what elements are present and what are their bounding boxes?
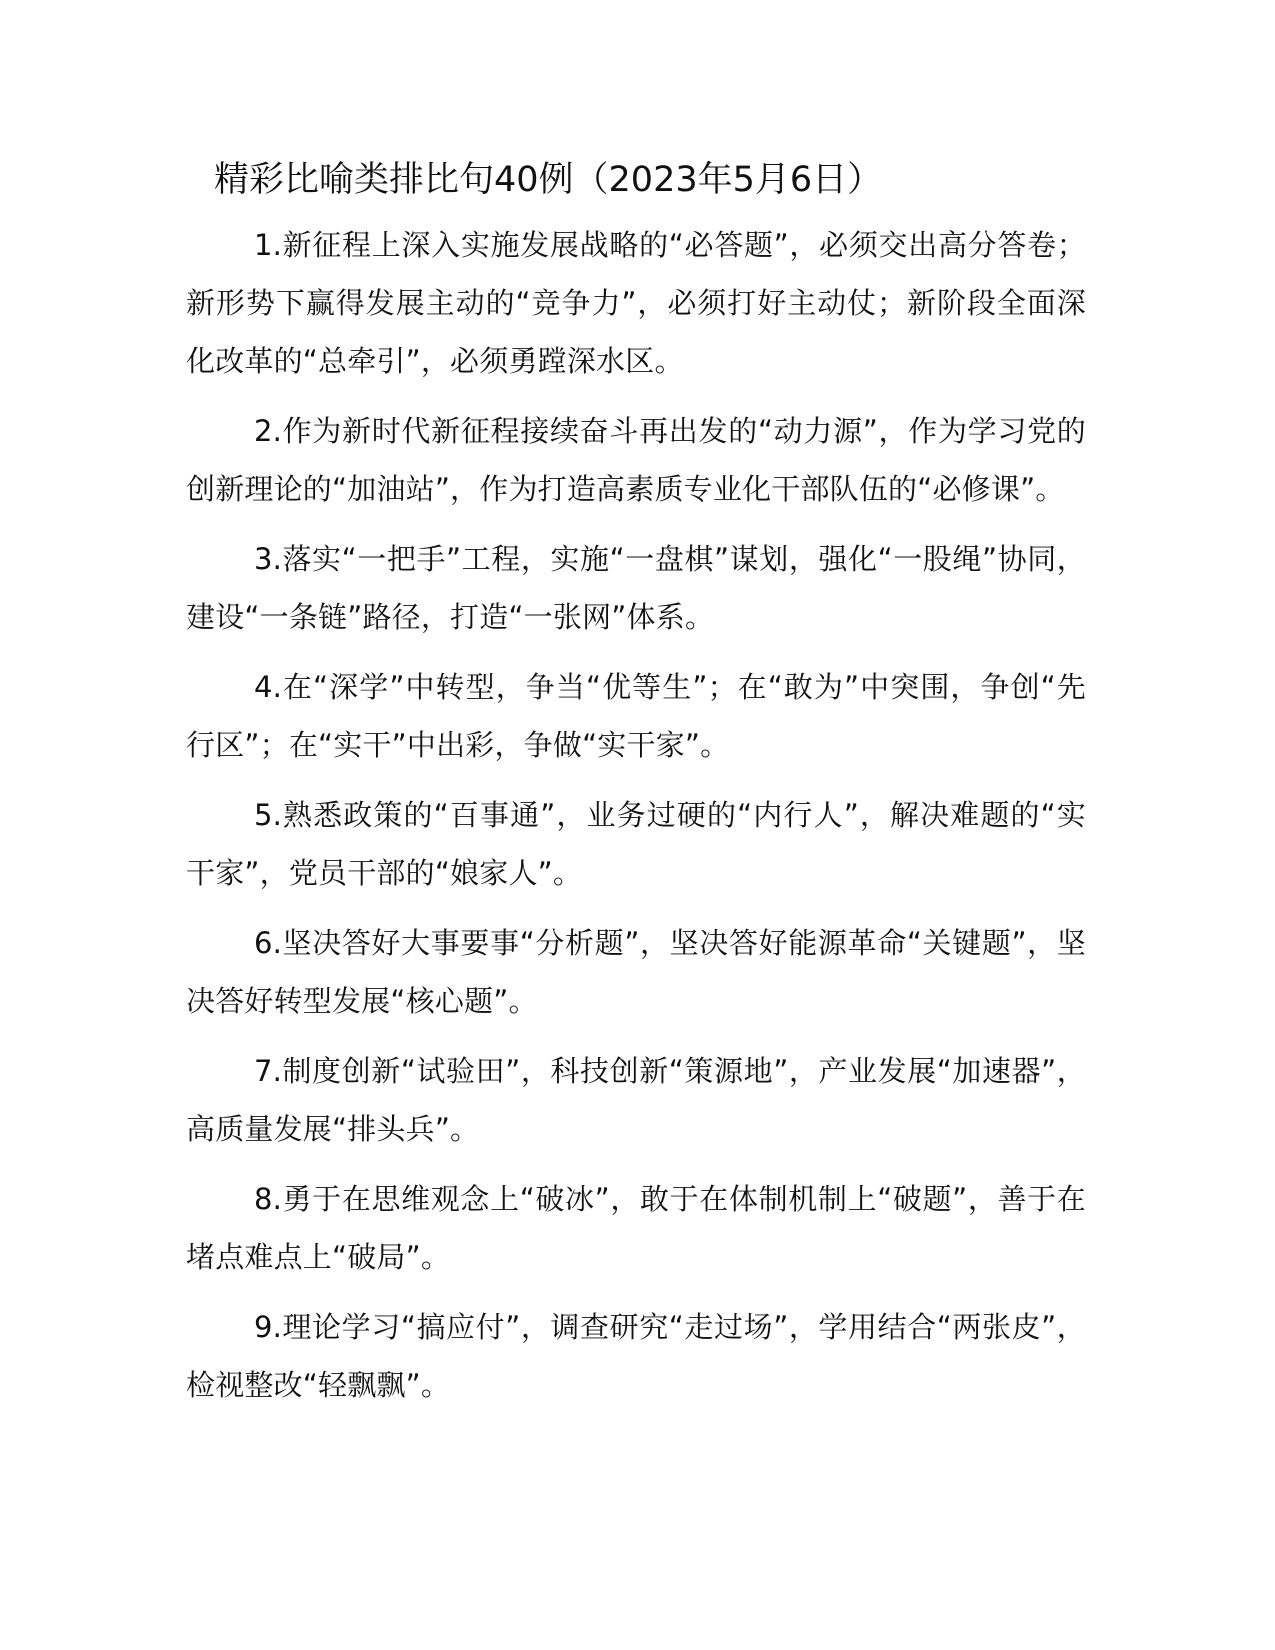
document-title: 精彩比喻类排比句40例（2023年5月6日） (214, 160, 883, 200)
paragraph-4: 4.在“深学”中转型，争当“优等生”；在“敢为”中突围，争创“先行区”；在“实干”中出彩，争做“实干家”。 (186, 670, 1086, 762)
paragraph-6: 6.坚决答好大事要事“分析题”，坚决答好能源革命“关键题”，坚决答好转型发展“核心题”。 (186, 926, 1086, 1018)
paragraph-7: 7.制度创新“试验田”，科技创新“策源地”，产业发展“加速器”，高质量发展“排头兵”。 (186, 1054, 1086, 1146)
paragraph-2: 2.作为新时代新征程接续奋斗再出发的“动力源”，作为学习党的创新理论的“加油站”，作为打造高素质专业化干部队伍的“必修课”。 (186, 414, 1086, 506)
paragraph-5: 5.熟悉政策的“百事通”，业务过硬的“内行人”，解决难题的“实干家”，党员干部的“娘家人”。 (186, 798, 1086, 890)
paragraph-3: 3.落实“一把手”工程，实施“一盘棋”谋划，强化“一股绳”协同，建设“一条链”路径，打造“一张网”体系。 (186, 542, 1086, 634)
paragraph-9: 9.理论学习“搞应付”，调查研究“走过场”，学用结合“两张皮”，检视整改“轻飘飘”。 (186, 1310, 1086, 1402)
document-page (186, 148, 1086, 1426)
paragraph-1: 1.新征程上深入实施发展战略的“必答题”，必须交出高分答卷；新形势下赢得发展主动的“竞争力”，必须打好主动仗；新阶段全面深化改革的“总牵引”，必须勇蹚深水区。 (186, 228, 1086, 378)
paragraph-8: 8.勇于在思维观念上“破冰”，敢于在体制机制上“破题”，善于在堵点难点上“破局”。 (186, 1182, 1086, 1274)
